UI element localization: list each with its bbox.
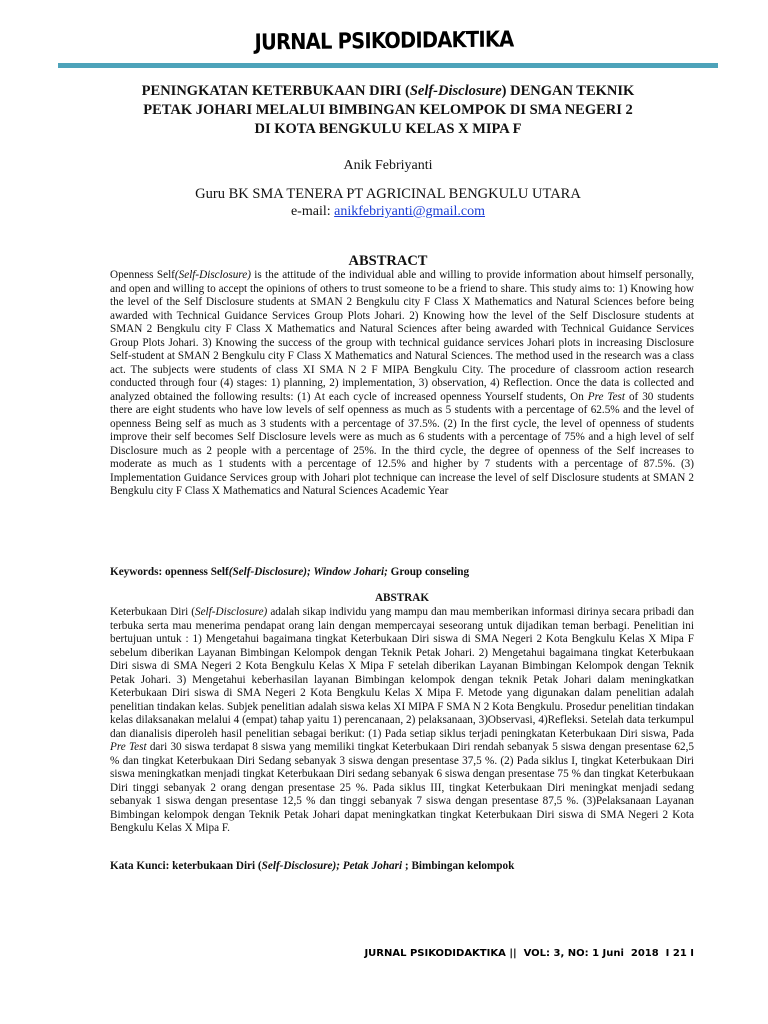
title-line-2: PETAK JOHARI MELALUI BIMBINGAN KELOMPOK DI SMA NEGERI 2: [143, 102, 633, 118]
title-line-3: DI KOTA BENGKULU KELAS X MIPA F: [254, 121, 522, 137]
masthead-rule: [58, 63, 718, 68]
email-label: e-mail:: [290, 204, 335, 219]
title-line-1: PENINGKATAN KETERBUKAAN DIRI (Self-Disclosure) DENGAN TEKNIK: [141, 83, 635, 99]
abstract-heading: ABSTRACT: [348, 253, 428, 269]
page-footer: JURNAL PSIKODIDAKTIKA || VOL: 3, NO: 1 Juni 2018 I 21 I: [364, 948, 694, 959]
abstract-text: Openness Self(Self-Disclosure) is the attitude of the individual able and willing to provide information about himself personally, and open and willing to accept the opinions of others to trust someone to be a friend to share. This study aims to: 1) Knowing how the level of the Self Disclosure students at SMAN 2 Bengkulu city F Class X Mathematics and Natural Sciences before being awarded with Technical Guidance Services Group Plots Johari. 2) Knowing how the level of the Self Disclosure students at SMAN 2 Bengkulu city F Class X Mathematics and Natural Sciences after being awarded with Technical Guidance Services Group Plots Johari. 3) Knowing the success of the group with technical guidance services Johari plots in increasing Disclosure Self-student at SMAN 2 Bengkulu city F Class X Mathematics and Natural Sciences. The method used in the research was a class act. The subjects were students of class XI SMA N 2 F MIPA Bengkulu City. The procedure of classroom action research conducted through four (4) stages: 1) planning, 2) implementation, 3) observation, 4) Reflection. Once the data is collected and analyzed obtained the following results: (1) At each cycle of increased openness Yourself students, On Pre Test of 30 students there are eight students who have low levels of self openness as much as 5 students with a percentage of 62.5% and the level of openness Being self as much as 3 students with a percentage of 37.5%. (2) In the first cycle, the level of openness of students improve their self becomes Self Disclosure levels were as much as 6 students with a percentage of 75% and a high level of self Disclosure much as 2 people with a percentage of 25%. In the third cycle, the degree of openness of the Self increases to moderate as much as 1 students with a percentage of 12.5% and higher by 7 students with a percentage of 87.5%. (3) Implementation Guidance Services group with Johari plot technique can increase the level of self Disclosure students at SMAN 2 Bengkulu city F Class X Mathematics and Natural Sciences Academic Year: [110, 269, 694, 497]
author-affiliation: Guru BK SMA TENERA PT AGRICINAL BENGKULU UTARA: [195, 186, 581, 202]
author-name: Anik Febriyanti: [343, 158, 433, 173]
article-title: [58, 82, 718, 139]
journal-masthead: JURNAL PSIKODIDAKTIKA: [254, 27, 514, 56]
email-link[interactable]: anikfebriyanti@gmail.com: [334, 204, 486, 219]
keywords-indonesian: Kata Kunci: keterbukaan Diri (Self-Disclosure); Petak Johari ; Bimbingan kelompok: [110, 860, 515, 872]
abstrak-text: Keterbukaan Diri (Self-Disclosure) adalah sikap individu yang mampu dan mau memberikan informasi dirinya secara pribadi dan terbuka serta mau menerima pendapat orang lain dengan mempercayai seseorang untuk dijadikan teman berbagi. Penelitian ini bertujuan untuk : 1) Mengetahui bagaimana tingkat Keterbukaan Diri siswa di SMA Negeri 2 Kota Bengkulu Kelas X Mipa F sebelum diberikan Layanan Bimbingan Kelompok dengan Teknik Petak Johari. 2) Mengetahui bagaimana tingkat Keterbukaan Diri siswa di SMA Negeri 2 Kota Bengkulu Kelas X Mipa F setelah diberikan Layanan Bimbingan Kelompok dengan Teknik Petak Johari. 3) Mengetahui keberhasilan layanan Bimbingan kelompok dengan teknik Petak Johari dalam meningkatkan Keterbukaan Diri siswa di SMA Negeri 2 Kota Bengkulu Kelas X Mipa F. Metode yang digunakan dalam penelitian adalah penelitian tindakan kelas. Subjek penelitian adalah siswa kelas XI MIPA F SMA N 2 Kota Bengkulu. Prosedur penelitian tindakan kelas dilaksanakan melalui 4 (empat) tahap yaitu 1) perencanaan, 2) pelaksanaan, 3)Observasi, 4)Refleksi. Setelah data terkumpul dan dianalisis diperoleh hasil penelitian sebagai berikut: (1) Pada setiap siklus terjadi peningkatan Keterbukaan Diri siswa, Pada Pre Test dari 30 siswa terdapat 8 siswa yang memiliki tingkat Keterbukaan Diri rendah sebanyak 5 siswa dengan presentase 62,5 % dan tingkat Keterbukaan Diri Sedang sebanyak 3 siswa dengan presentase 37,5 %. (2) Pada siklus I, tingkat Keterbukaan Diri siswa meningkatkan menjadi tingkat Keterbukaan Diri sedang sebanyak 6 siswa dengan presentase 75 % dan tingkat Keterbukaan Diri tinggi sebanyak 2 orang dengan presentase 25 %. Pada siklus III, tingkat Keterbukaan Diri meningkat menjadi sedang sebanyak 1 siswa dengan presentase 12,5 % dan tinggi sebanyak 7 siswa dengan presentase 87,5 %. (3)Pelaksanaan Layanan Bimbingan kelompok dengan Teknik Petak Johari dapat meningkatkan tingkat Keterbukaan Diri siswa di SMA Negeri 2 Kota Bengkulu Kelas X Mipa F.: [110, 606, 694, 834]
abstrak-heading: ABSTRAK: [374, 592, 430, 604]
author-email: [58, 204, 718, 220]
keywords-english: Keywords: openness Self(Self-Disclosure); Window Johari; Group conseling: [110, 566, 470, 578]
